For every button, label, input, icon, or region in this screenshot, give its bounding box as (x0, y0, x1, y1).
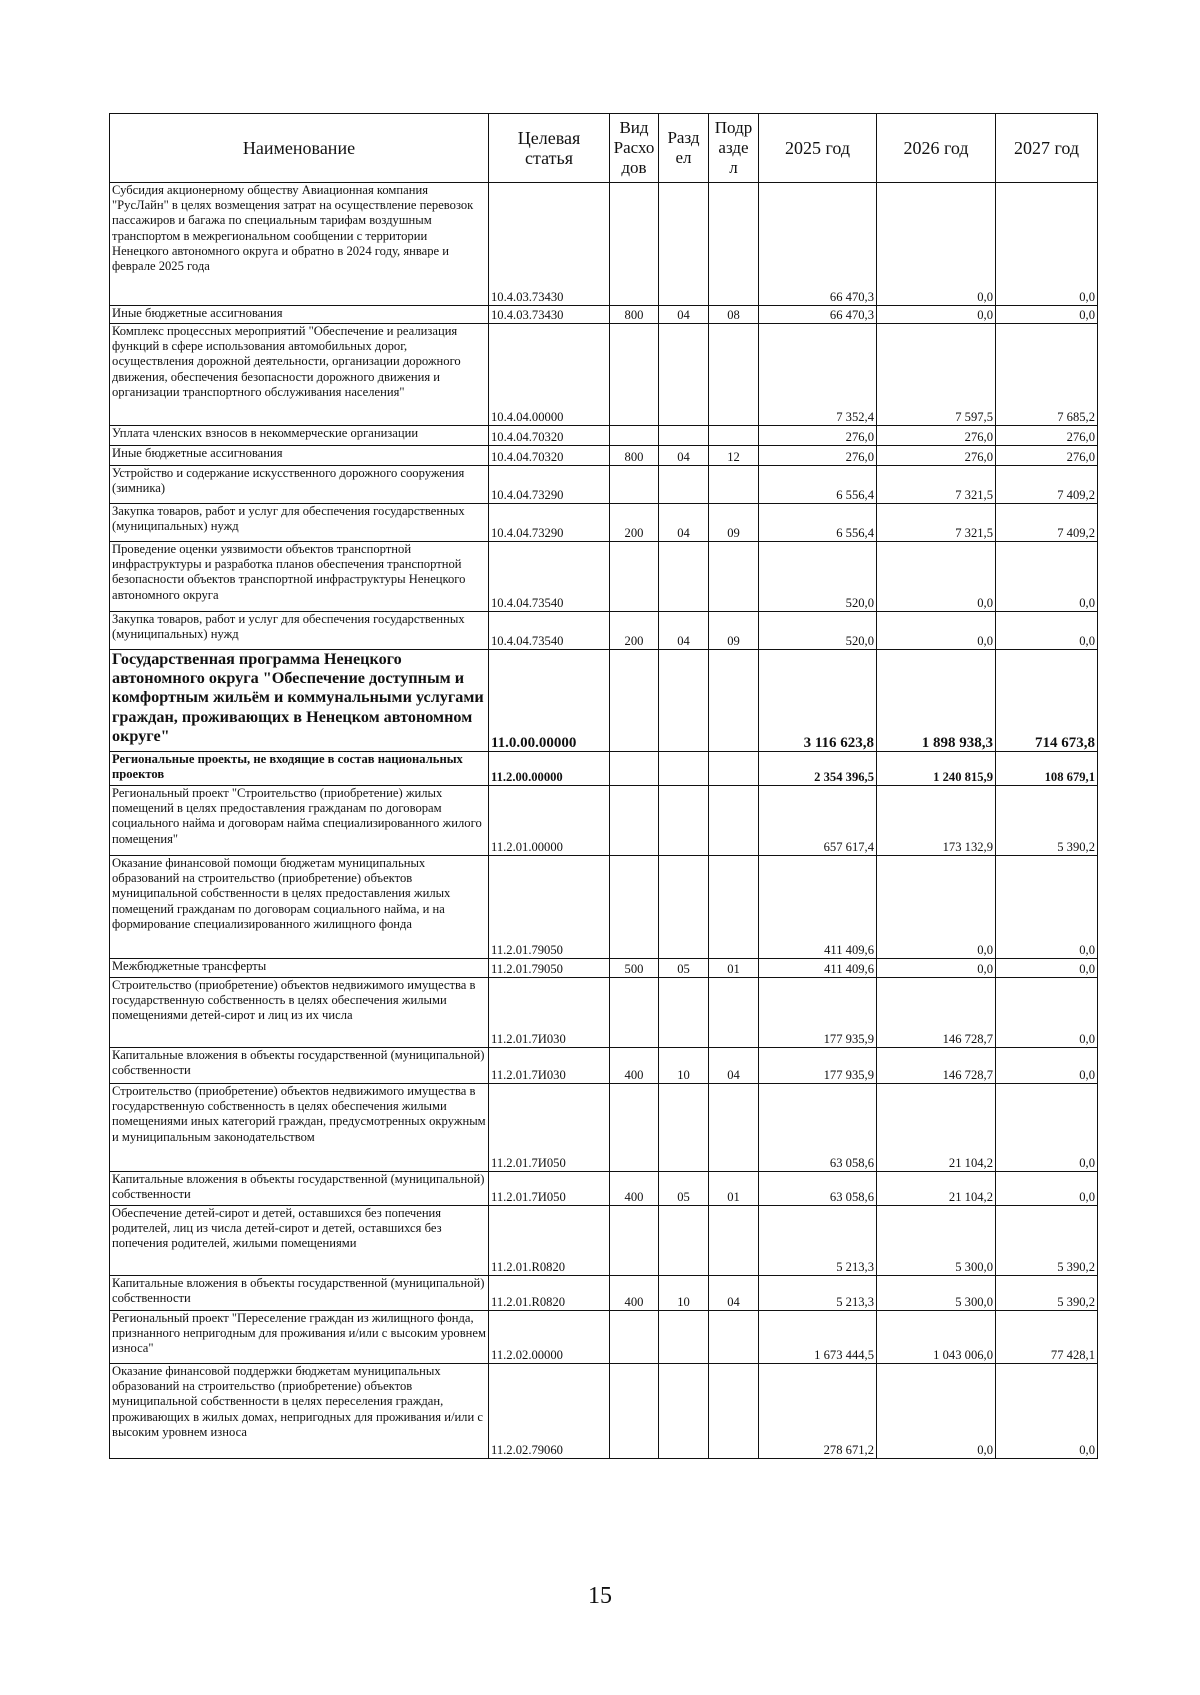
row-amount-2027: 0,0 (996, 183, 1098, 306)
row-amount-2025: 177 935,9 (759, 1048, 877, 1084)
table-row (110, 612, 1098, 650)
row-amount-2026: 173 132,9 (877, 786, 996, 856)
row-target-code: 10.4.04.70320 (489, 446, 610, 466)
table-row (110, 1048, 1098, 1084)
row-amount-2027: 7 685,2 (996, 324, 1098, 426)
row-expense-type (610, 978, 659, 1048)
row-section: 05 (659, 1172, 709, 1206)
row-target-code: 11.2.01.7И030 (489, 1048, 610, 1084)
row-section (659, 426, 709, 446)
row-expense-type (610, 650, 659, 752)
row-expense-type: 400 (610, 1172, 659, 1206)
table-row (110, 650, 1098, 752)
row-name: Региональный проект "Строительство (приобретение) жилых помещений в целях предоставления гражданам по договорам социального найма и договорам найма специализированного жилого помещения" (110, 786, 489, 856)
row-subsection: 12 (709, 446, 759, 466)
row-subsection (709, 752, 759, 786)
row-name: Иные бюджетные ассигнования (110, 446, 489, 466)
row-expense-type (610, 1311, 659, 1364)
row-section (659, 324, 709, 426)
table-row (110, 1311, 1098, 1364)
row-section (659, 856, 709, 959)
row-expense-type: 400 (610, 1048, 659, 1084)
row-section: 04 (659, 504, 709, 542)
header-name: Наименование (110, 114, 489, 183)
row-amount-2025: 63 058,6 (759, 1172, 877, 1206)
row-subsection (709, 1084, 759, 1172)
row-expense-type (610, 1364, 659, 1459)
table-row (110, 306, 1098, 324)
table-row (110, 542, 1098, 612)
row-name: Капитальные вложения в объекты государственной (муниципальной) собственности (110, 1276, 489, 1311)
row-name: Строительство (приобретение) объектов недвижимого имущества в государственную собственность в целях обеспечения жилыми помещениями иных категорий граждан, предусмотренных окружным и муниципальным законодательством (110, 1084, 489, 1172)
row-name: Комплекс процессных мероприятий "Обеспечение и реализация функций в сфере использования автомобильных дорог, осуществления дорожной деятельности, организации дорожного движения, обеспечения безопасности дорожного движения и организации транспортного обслуживания населения" (110, 324, 489, 426)
row-amount-2026: 7 321,5 (877, 504, 996, 542)
row-target-code: 10.4.04.73540 (489, 542, 610, 612)
table-row (110, 426, 1098, 446)
table-row (110, 324, 1098, 426)
row-target-code: 11.2.01.79050 (489, 856, 610, 959)
row-subsection (709, 183, 759, 306)
row-amount-2026: 1 043 006,0 (877, 1311, 996, 1364)
row-name: Устройство и содержание искусственного дорожного сооружения (зимника) (110, 466, 489, 504)
row-subsection (709, 542, 759, 612)
row-amount-2027: 0,0 (996, 1364, 1098, 1459)
row-target-code: 11.2.01.79050 (489, 959, 610, 978)
row-amount-2026: 276,0 (877, 446, 996, 466)
row-amount-2026: 0,0 (877, 1364, 996, 1459)
row-amount-2027: 5 390,2 (996, 786, 1098, 856)
row-name: Проведение оценки уязвимости объектов транспортной инфраструктуры и разработка планов обеспечения транспортной безопасности объектов транспортной инфраструктуры Ненецкого автономного округа (110, 542, 489, 612)
row-amount-2026: 7 597,5 (877, 324, 996, 426)
row-subsection: 08 (709, 306, 759, 324)
table-row (110, 183, 1098, 306)
row-expense-type: 500 (610, 959, 659, 978)
row-section (659, 466, 709, 504)
row-expense-type (610, 426, 659, 446)
row-subsection (709, 324, 759, 426)
header-subsection: Подр азде л (709, 114, 759, 183)
row-subsection: 01 (709, 1172, 759, 1206)
row-amount-2027: 276,0 (996, 426, 1098, 446)
row-expense-type (610, 786, 659, 856)
row-amount-2025: 520,0 (759, 612, 877, 650)
row-name: Региональный проект "Переселение граждан из жилищного фонда, признанного непригодным для проживания и/или с высоким уровнем износа" (110, 1311, 489, 1364)
row-amount-2027: 5 390,2 (996, 1276, 1098, 1311)
row-amount-2025: 657 617,4 (759, 786, 877, 856)
row-target-code: 11.2.01.7И030 (489, 978, 610, 1048)
row-amount-2026: 0,0 (877, 306, 996, 324)
row-name: Обеспечение детей-сирот и детей, оставшихся без попечения родителей, лиц из числа детей-сирот и детей, оставшихся без попечения родителей, жилыми помещениями (110, 1206, 489, 1276)
row-amount-2027: 0,0 (996, 978, 1098, 1048)
row-amount-2026: 5 300,0 (877, 1276, 996, 1311)
table-row (110, 1206, 1098, 1276)
row-section: 04 (659, 446, 709, 466)
row-target-code: 11.2.02.79060 (489, 1364, 610, 1459)
row-target-code: 10.4.03.73430 (489, 183, 610, 306)
row-amount-2027: 0,0 (996, 1048, 1098, 1084)
row-expense-type (610, 752, 659, 786)
row-amount-2026: 5 300,0 (877, 1206, 996, 1276)
row-amount-2026: 1 898 938,3 (877, 650, 996, 752)
row-section: 10 (659, 1048, 709, 1084)
row-amount-2025: 6 556,4 (759, 504, 877, 542)
row-amount-2027: 0,0 (996, 1172, 1098, 1206)
row-amount-2025: 520,0 (759, 542, 877, 612)
row-subsection (709, 426, 759, 446)
row-amount-2027: 0,0 (996, 959, 1098, 978)
row-section (659, 1364, 709, 1459)
table-row (110, 1172, 1098, 1206)
row-target-code: 11.2.01.7И050 (489, 1084, 610, 1172)
row-amount-2025: 1 673 444,5 (759, 1311, 877, 1364)
row-expense-type: 800 (610, 306, 659, 324)
header-2027: 2027 год (996, 114, 1098, 183)
row-subsection (709, 786, 759, 856)
row-amount-2025: 411 409,6 (759, 856, 877, 959)
row-amount-2025: 2 354 396,5 (759, 752, 877, 786)
row-subsection (709, 856, 759, 959)
row-amount-2025: 5 213,3 (759, 1276, 877, 1311)
row-subsection (709, 466, 759, 504)
header-row (110, 114, 1098, 183)
row-section (659, 650, 709, 752)
row-name: Капитальные вложения в объекты государственной (муниципальной) собственности (110, 1048, 489, 1084)
header-target: Целевая статья (489, 114, 610, 183)
table-row (110, 752, 1098, 786)
row-expense-type: 800 (610, 446, 659, 466)
row-amount-2025: 411 409,6 (759, 959, 877, 978)
row-expense-type: 400 (610, 1276, 659, 1311)
row-subsection (709, 1364, 759, 1459)
row-amount-2027: 276,0 (996, 446, 1098, 466)
row-subsection: 09 (709, 612, 759, 650)
table-row (110, 504, 1098, 542)
row-amount-2025: 66 470,3 (759, 306, 877, 324)
row-target-code: 11.2.01.7И050 (489, 1172, 610, 1206)
row-section: 04 (659, 306, 709, 324)
row-expense-type: 200 (610, 612, 659, 650)
header-section: Разд ел (659, 114, 709, 183)
row-amount-2027: 0,0 (996, 612, 1098, 650)
row-target-code: 10.4.04.00000 (489, 324, 610, 426)
row-name: Закупка товаров, работ и услуг для обеспечения государственных (муниципальных) нужд (110, 504, 489, 542)
row-amount-2026: 0,0 (877, 856, 996, 959)
row-amount-2027: 0,0 (996, 856, 1098, 959)
row-subsection: 09 (709, 504, 759, 542)
table-row (110, 978, 1098, 1048)
row-amount-2027: 7 409,2 (996, 504, 1098, 542)
row-section: 04 (659, 612, 709, 650)
row-section (659, 183, 709, 306)
row-name: Закупка товаров, работ и услуг для обеспечения государственных (муниципальных) нужд (110, 612, 489, 650)
row-amount-2026: 276,0 (877, 426, 996, 446)
row-expense-type (610, 1084, 659, 1172)
row-section (659, 542, 709, 612)
row-target-code: 10.4.04.73290 (489, 466, 610, 504)
row-amount-2026: 0,0 (877, 183, 996, 306)
row-name: Строительство (приобретение) объектов недвижимого имущества в государственную собственность в целях обеспечения жилыми помещениями детей-сирот и лиц из их числа (110, 978, 489, 1048)
row-name: Капитальные вложения в объекты государственной (муниципальной) собственности (110, 1172, 489, 1206)
row-amount-2027: 0,0 (996, 542, 1098, 612)
row-section: 10 (659, 1276, 709, 1311)
row-amount-2026: 21 104,2 (877, 1172, 996, 1206)
row-target-code: 11.2.00.00000 (489, 752, 610, 786)
row-target-code: 11.2.01.R0820 (489, 1206, 610, 1276)
table-row (110, 786, 1098, 856)
row-target-code: 11.2.01.R0820 (489, 1276, 610, 1311)
row-name: Оказание финансовой поддержки бюджетам муниципальных образований на строительство (приобретение) объектов муниципальной собственности в целях переселения граждан, проживающих в жилых домах, непригодных для проживания и/или с высоким уровнем износа (110, 1364, 489, 1459)
budget-table (109, 113, 1098, 1459)
row-subsection (709, 1206, 759, 1276)
row-name: Оказание финансовой помощи бюджетам муниципальных образований на строительство (приобретение) объектов муниципальной собственности в целях предоставления жилых помещений гражданам по договорам социального найма, и на формирование специализированного жилищного фонда (110, 856, 489, 959)
row-name: Уплата членских взносов в некоммерческие организации (110, 426, 489, 446)
row-amount-2027: 0,0 (996, 1084, 1098, 1172)
row-subsection: 01 (709, 959, 759, 978)
table-row (110, 1084, 1098, 1172)
row-subsection (709, 650, 759, 752)
row-subsection (709, 1311, 759, 1364)
row-amount-2026: 21 104,2 (877, 1084, 996, 1172)
row-section: 05 (659, 959, 709, 978)
row-expense-type (610, 542, 659, 612)
row-expense-type: 200 (610, 504, 659, 542)
row-expense-type (610, 856, 659, 959)
row-expense-type (610, 466, 659, 504)
row-subsection: 04 (709, 1276, 759, 1311)
row-name: Региональные проекты, не входящие в состав национальных проектов (110, 752, 489, 786)
row-section (659, 1084, 709, 1172)
row-amount-2027: 0,0 (996, 306, 1098, 324)
row-amount-2027: 108 679,1 (996, 752, 1098, 786)
row-amount-2025: 3 116 623,8 (759, 650, 877, 752)
row-amount-2025: 276,0 (759, 446, 877, 466)
row-target-code: 10.4.04.70320 (489, 426, 610, 446)
table-row (110, 1276, 1098, 1311)
row-name: Субсидия акционерному обществу Авиационная компания "РусЛайн" в целях возмещения затрат на осуществление перевозок пассажиров и багажа по специальным тарифам воздушным транспортом в межрегиональном сообщении с территории Ненецкого автономного округа и обратно в 2024 году, январе и феврале 2025 года (110, 183, 489, 306)
row-amount-2026: 0,0 (877, 542, 996, 612)
row-amount-2026: 1 240 815,9 (877, 752, 996, 786)
row-amount-2025: 276,0 (759, 426, 877, 446)
row-section (659, 752, 709, 786)
row-subsection: 04 (709, 1048, 759, 1084)
row-amount-2027: 5 390,2 (996, 1206, 1098, 1276)
row-section (659, 1206, 709, 1276)
row-amount-2026: 7 321,5 (877, 466, 996, 504)
row-amount-2025: 5 213,3 (759, 1206, 877, 1276)
row-amount-2025: 66 470,3 (759, 183, 877, 306)
page-number: 15 (588, 1583, 612, 1609)
table-row (110, 959, 1098, 978)
header-expense-type: Вид Расхо дов (610, 114, 659, 183)
row-target-code: 11.2.01.00000 (489, 786, 610, 856)
row-target-code: 11.2.02.00000 (489, 1311, 610, 1364)
row-target-code: 10.4.04.73540 (489, 612, 610, 650)
table-row (110, 446, 1098, 466)
row-amount-2026: 146 728,7 (877, 978, 996, 1048)
row-expense-type (610, 324, 659, 426)
row-target-code: 11.0.00.00000 (489, 650, 610, 752)
row-amount-2026: 146 728,7 (877, 1048, 996, 1084)
row-name: Межбюджетные трансферты (110, 959, 489, 978)
row-name: Государственная программа Ненецкого автономного округа "Обеспечение доступным и комфортным жильём и коммунальными услугами граждан, проживающих в Ненецком автономном округе" (110, 650, 489, 752)
row-amount-2025: 177 935,9 (759, 978, 877, 1048)
row-amount-2027: 77 428,1 (996, 1311, 1098, 1364)
header-2025: 2025 год (759, 114, 877, 183)
row-amount-2026: 0,0 (877, 959, 996, 978)
table-row (110, 466, 1098, 504)
row-subsection (709, 978, 759, 1048)
row-section (659, 786, 709, 856)
row-amount-2026: 0,0 (877, 612, 996, 650)
row-expense-type (610, 183, 659, 306)
row-section (659, 1311, 709, 1364)
row-amount-2025: 63 058,6 (759, 1084, 877, 1172)
row-amount-2025: 7 352,4 (759, 324, 877, 426)
row-target-code: 10.4.03.73430 (489, 306, 610, 324)
row-target-code: 10.4.04.73290 (489, 504, 610, 542)
table-row (110, 1364, 1098, 1459)
row-expense-type (610, 1206, 659, 1276)
row-amount-2025: 6 556,4 (759, 466, 877, 504)
row-amount-2027: 714 673,8 (996, 650, 1098, 752)
row-amount-2025: 278 671,2 (759, 1364, 877, 1459)
row-amount-2027: 7 409,2 (996, 466, 1098, 504)
table-row (110, 856, 1098, 959)
row-name: Иные бюджетные ассигнования (110, 306, 489, 324)
header-2026: 2026 год (877, 114, 996, 183)
row-section (659, 978, 709, 1048)
